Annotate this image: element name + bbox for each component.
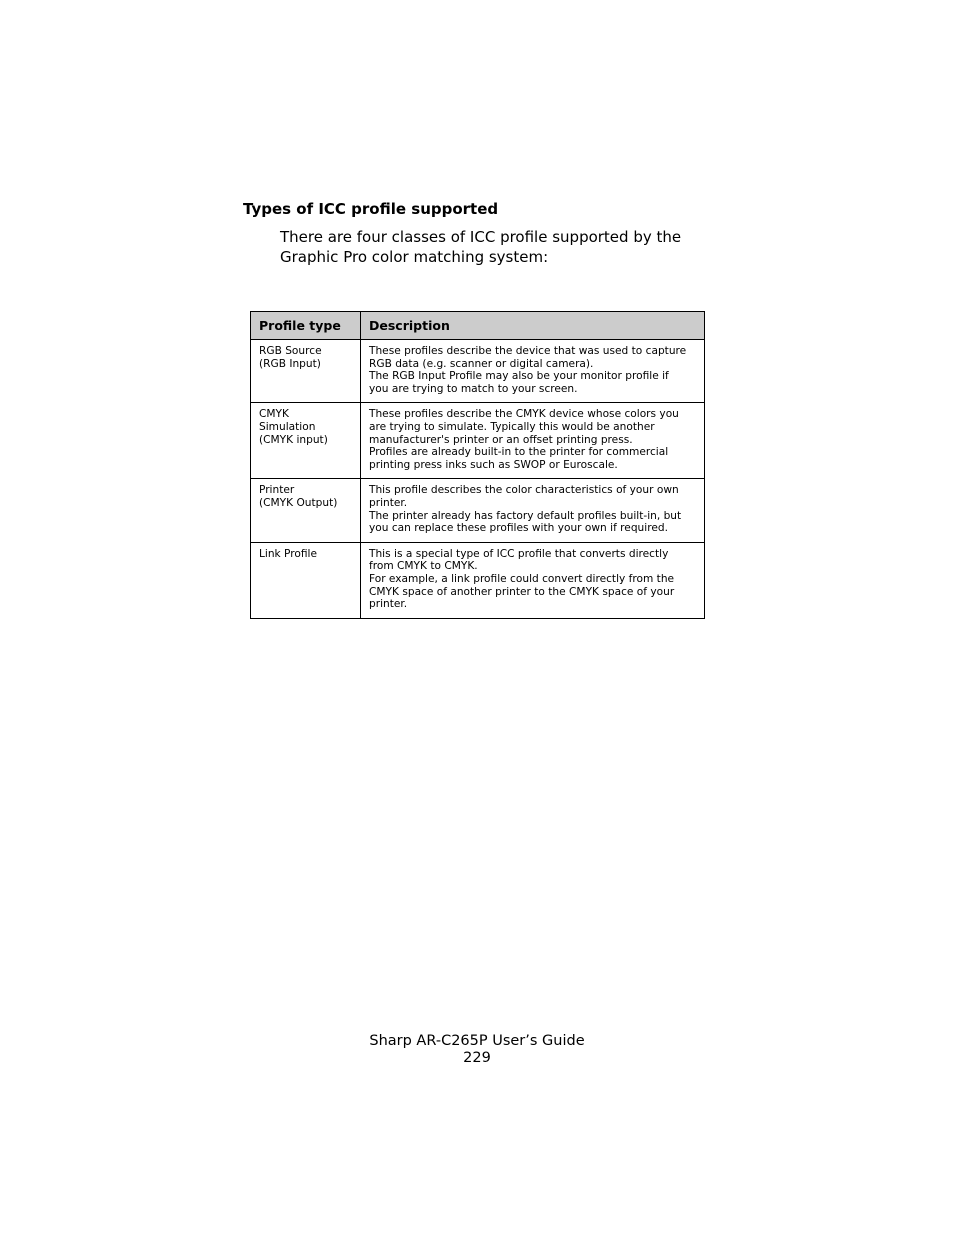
- description-cell: [361, 542, 705, 618]
- intro-paragraph: [280, 228, 720, 267]
- profile-type-cell: [251, 479, 361, 542]
- description-line: For example, a link profile could convert directly from the: [369, 572, 675, 585]
- description-cell: [361, 340, 705, 403]
- header-description: Description: [361, 312, 705, 340]
- profile-type-line: Simulation: [259, 420, 316, 433]
- description-line: These profiles describe the CMYK device whose colors you: [369, 408, 679, 421]
- description-line: you are trying to match to your screen.: [369, 382, 578, 395]
- page-number: 229: [463, 1050, 491, 1066]
- table-row: [251, 340, 705, 403]
- description-line: CMYK space of another printer to the CMYK space of your: [369, 585, 675, 598]
- profile-type-line: Link Profile: [259, 547, 318, 560]
- table-row: [251, 542, 705, 618]
- description-line: The RGB Input Profile may also be your monitor profile if: [369, 370, 669, 383]
- description-line: This is a special type of ICC profile that converts directly: [369, 547, 669, 560]
- icc-profile-table: [250, 311, 705, 619]
- profile-type-line: Printer: [259, 484, 295, 497]
- description-line: are trying to simulate. Typically this would be another: [369, 420, 655, 433]
- description-line: from CMYK to CMYK.: [369, 560, 478, 573]
- profile-type-cell: [251, 340, 361, 403]
- section-heading: Types of ICC profile supported: [243, 200, 499, 218]
- table-row: [251, 479, 705, 542]
- description-line: The printer already has factory default profiles built-in, but: [369, 509, 682, 522]
- description-line: manufacturer's printer or an offset printing press.: [369, 433, 633, 446]
- description-line: you can replace these profiles with your own if required.: [369, 522, 668, 535]
- header-profile-type: Profile type: [251, 312, 361, 340]
- profile-type-line: RGB Source: [259, 345, 322, 357]
- table-header-row: [251, 312, 705, 340]
- description-line: printer.: [369, 496, 408, 509]
- footer-guide-title: Sharp AR-C265P User’s Guide: [369, 1033, 585, 1049]
- description-cell: [361, 479, 705, 542]
- intro-line: There are four classes of ICC profile supported by the: [280, 228, 682, 246]
- description-line: printing press inks such as SWOP or Euroscale.: [369, 458, 618, 471]
- description-line: RGB data (e.g. scanner or digital camera).: [369, 357, 594, 370]
- intro-line: Graphic Pro color matching system:: [280, 247, 549, 266]
- profile-type-line: (CMYK input): [259, 433, 328, 446]
- profile-type-line: CMYK: [259, 408, 289, 421]
- profile-type-line: (CMYK Output): [259, 496, 338, 509]
- description-line: printer.: [369, 598, 408, 611]
- table-row: [251, 403, 705, 479]
- profile-type-line: (RGB Input): [259, 357, 321, 370]
- description-line: Profiles are already built-in to the printer for commercial: [369, 446, 669, 459]
- description-cell: [361, 403, 705, 479]
- description-line: These profiles describe the device that was used to capture: [369, 345, 687, 357]
- profile-type-cell: [251, 542, 361, 618]
- description-line: This profile describes the color characteristics of your own: [369, 484, 679, 497]
- profile-type-cell: [251, 403, 361, 479]
